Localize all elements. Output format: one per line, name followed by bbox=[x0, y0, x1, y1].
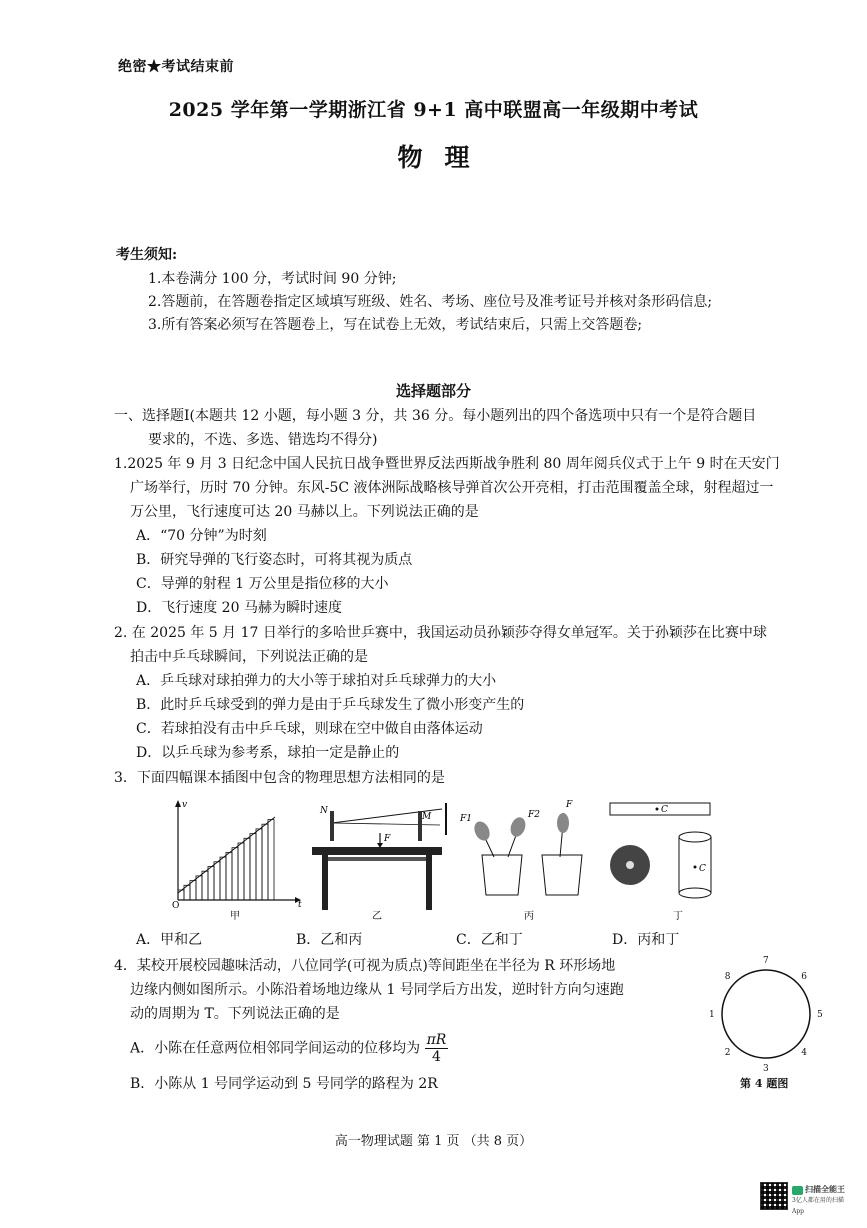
figure-label-bing: 丙 bbox=[524, 911, 534, 922]
q1-option-b: B．研究导弹的飞行姿态时，可将其视为质点 bbox=[136, 552, 413, 568]
subject-title: 物理 bbox=[397, 143, 492, 172]
q3-figures bbox=[160, 795, 730, 925]
seat-number: 8 bbox=[724, 971, 731, 982]
seat-number: 6 bbox=[801, 971, 807, 982]
seat-number: 3 bbox=[763, 1064, 769, 1074]
q3-option-d: D．丙和丁 bbox=[612, 932, 680, 948]
q3-option-b: B．乙和丙 bbox=[296, 932, 363, 948]
step-bar bbox=[196, 876, 202, 900]
seat-number: 7 bbox=[763, 956, 769, 966]
figure-yi bbox=[312, 803, 446, 922]
scanner-logo-icon bbox=[792, 1186, 803, 1195]
scanner-watermark bbox=[792, 1184, 852, 1215]
q2-option-c: C．若球拍没有击中乒乓球，则球在空中做自由落体运动 bbox=[136, 721, 483, 737]
step-bar bbox=[202, 871, 208, 900]
page-footer: 高一物理试题 第 1 页 （共 8 页） bbox=[334, 1134, 533, 1149]
step-bar bbox=[220, 857, 226, 900]
seat-number: 2 bbox=[724, 1048, 731, 1059]
step-bar bbox=[268, 820, 274, 901]
q4-circle-figure bbox=[700, 950, 830, 1090]
f-label-bing: F bbox=[566, 800, 573, 810]
seat-number: 1 bbox=[709, 1010, 715, 1020]
q3-option-a: A．甲和乙 bbox=[136, 932, 203, 948]
q4-option-a-text: A．小陈在任意两位相邻同学间运动的位移均为 bbox=[130, 1040, 421, 1057]
c-label-bar: C bbox=[661, 805, 668, 815]
watermark-slogan: 3亿人都在用的扫描App bbox=[792, 1197, 844, 1215]
q3-option-c: C．乙和丁 bbox=[456, 932, 523, 948]
q1-stem: 广场举行，历时 70 分钟。东风-5C 液体洲际战略核导弹首次公开亮相，打击范围覆盖全球，射程超过一 bbox=[130, 480, 774, 496]
figure-label-jia: 甲 bbox=[230, 911, 240, 922]
notice-item: 2.答题前，在答题卷指定区域填写班级、姓名、考场、座位号及准考证号并核对条形码信息; bbox=[148, 294, 713, 310]
q1-stem: 1.2025 年 9 月 3 日纪念中国人民抗日战争暨世界反法西斯战争胜利 80 周年阅兵仪式于上午 9 时在天安门 bbox=[114, 456, 780, 472]
notice-heading: 考生须知: bbox=[116, 247, 178, 263]
part-instructions: 一、选择题Ⅰ(本题共 12 小题，每小题 3 分，共 36 分。每小题列出的四个备选项中只有一个是符合题目 bbox=[114, 408, 757, 424]
step-bar bbox=[256, 829, 262, 900]
f2-label: F2 bbox=[528, 810, 540, 820]
q2-stem: 2. 在 2025 年 5 月 17 日举行的多哈世乒赛中，我国运动员孙颖莎夺得女单冠军。关于孙颖莎在比赛中球 bbox=[114, 625, 767, 641]
qr-code-icon bbox=[760, 1182, 788, 1210]
origin-label: O bbox=[172, 901, 180, 911]
q1-option-c: C．导弹的射程 1 万公里是指位移的大小 bbox=[136, 576, 389, 592]
watermark-name: 扫描全能王 bbox=[805, 1184, 845, 1194]
q4-figure-caption: 第 4 题图 bbox=[740, 1077, 789, 1090]
q4-stem: 4．某校开展校园趣味活动，八位同学(可视为质点)等间距坐在半径为 R 环形场地 bbox=[114, 958, 616, 974]
fraction-denominator: 4 bbox=[431, 1049, 441, 1065]
n-label: N bbox=[320, 806, 328, 816]
q2-stem: 拍击中乒乓球瞬间，下列说法正确的是 bbox=[130, 649, 368, 665]
q2-option-a: A．乒乓球对球拍弹力的大小等于球拍对乒乓球弹力的大小 bbox=[136, 673, 497, 689]
q2-option-b: B．此时乒乓球受到的弹力是由于乒乓球发生了微小形变产生的 bbox=[136, 697, 525, 713]
q2-option-d: D．以乒乓球为参考系，球拍一定是静止的 bbox=[136, 745, 400, 761]
figure-label-yi: 乙 bbox=[372, 911, 382, 922]
section-title: 选择题部分 bbox=[395, 382, 471, 400]
seat-number: 5 bbox=[817, 1010, 823, 1020]
figure-label-ding: 丁 bbox=[673, 911, 683, 922]
q3-stem: 3．下面四幅课本插图中包含的物理思想方法相同的是 bbox=[114, 770, 445, 786]
q4-stem: 动的周期为 T。下列说法正确的是 bbox=[130, 1006, 340, 1022]
step-bar bbox=[226, 852, 232, 900]
figure-jia bbox=[172, 800, 302, 922]
q1-option-a: A．“70 分钟”为时刻 bbox=[136, 528, 267, 544]
t-axis-label: t bbox=[298, 900, 302, 910]
q1-stem: 万公里，飞行速度可达 20 马赫以上。下列说法正确的是 bbox=[130, 504, 479, 520]
fraction-numerator: πR bbox=[426, 1032, 447, 1048]
m-label: M bbox=[422, 812, 432, 822]
exam-title: 2025 学年第一学期浙江省 9+1 高中联盟高一年级期中考试 bbox=[168, 99, 699, 121]
notice-item: 3.所有答案必须写在答题卷上，写在试卷上无效，考试结束后，只需上交答题卷; bbox=[148, 317, 643, 333]
step-bar bbox=[214, 862, 220, 900]
f1-label: F1 bbox=[460, 814, 472, 824]
step-bar bbox=[244, 838, 250, 900]
v-axis-label: v bbox=[182, 800, 188, 810]
figure-bing bbox=[459, 800, 582, 922]
step-bar bbox=[262, 824, 268, 900]
q4-stem: 边缘内侧如图所示。小陈沿着场地边缘从 1 号同学后方出发，逆时针方向匀速跑 bbox=[130, 982, 624, 998]
f-label-yi: F bbox=[384, 834, 391, 844]
step-bar bbox=[250, 834, 256, 900]
q1-option-d: D．飞行速度 20 马赫为瞬时速度 bbox=[136, 600, 342, 616]
confidential-mark: 绝密★考试结束前 bbox=[118, 59, 234, 75]
step-bar bbox=[232, 848, 238, 900]
notice-item: 1.本卷满分 100 分，考试时间 90 分钟; bbox=[148, 271, 397, 287]
seat-number: 4 bbox=[801, 1048, 807, 1059]
step-bar bbox=[178, 890, 184, 900]
c-label-cylinder: C bbox=[699, 864, 706, 874]
q4-option-a-fraction bbox=[425, 1032, 449, 1065]
q4-option-a bbox=[130, 1032, 448, 1065]
step-bar bbox=[238, 843, 244, 900]
q4-option-b: B．小陈从 1 号同学运动到 5 号同学的路程为 2R bbox=[130, 1076, 438, 1092]
track-circle bbox=[722, 970, 810, 1058]
part-instructions: 要求的，不选、多选、错选均不得分) bbox=[148, 432, 378, 448]
figure-ding bbox=[610, 803, 711, 922]
step-bar bbox=[208, 867, 214, 901]
